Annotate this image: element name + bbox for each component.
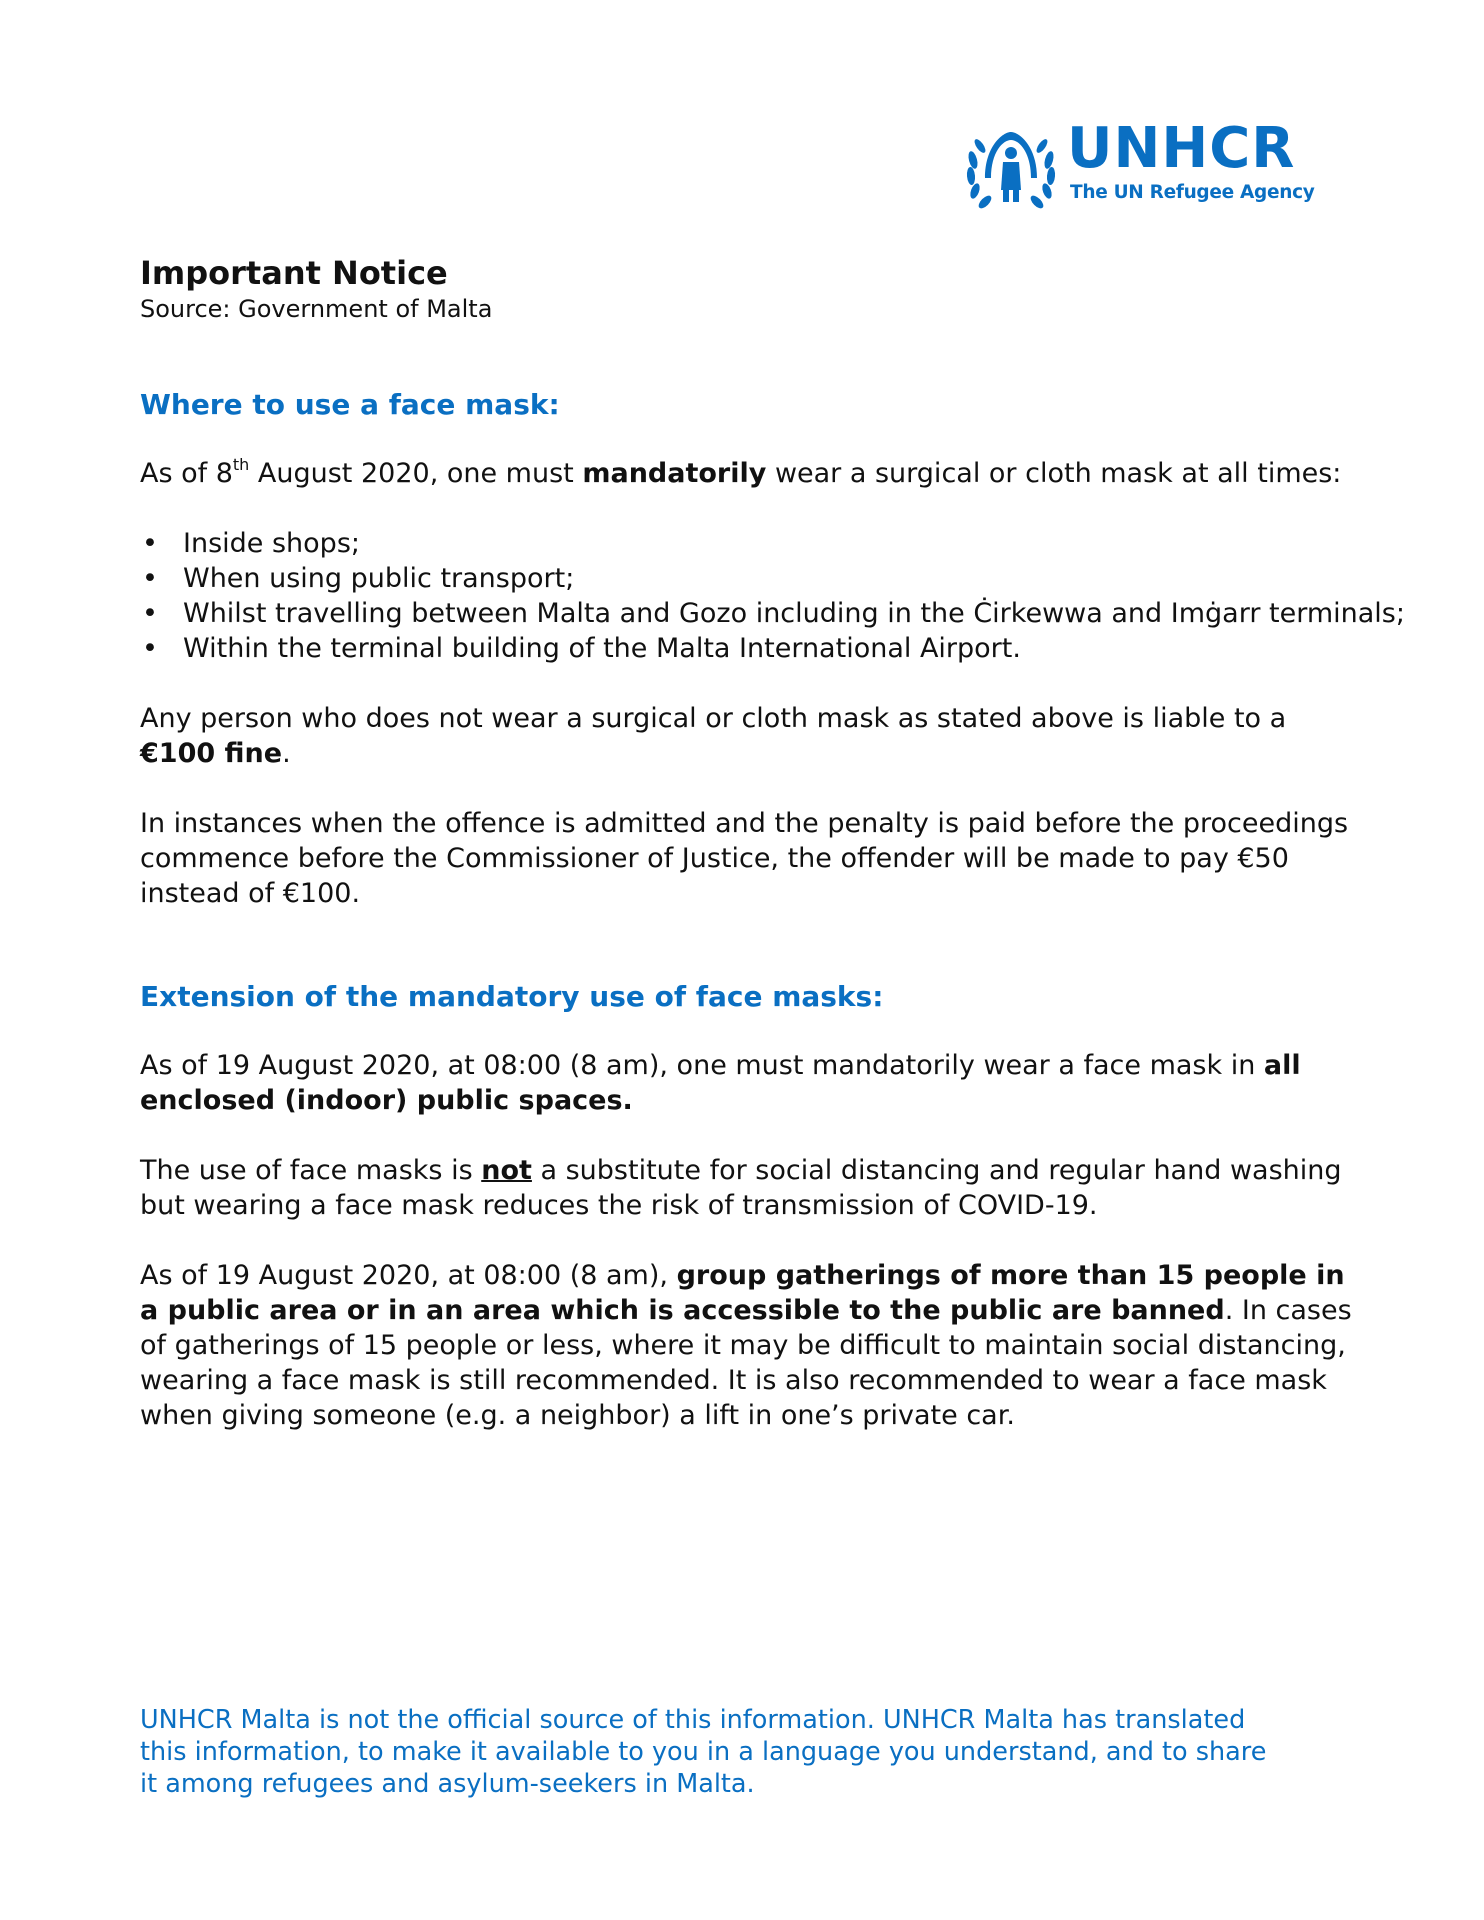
bullet-icon: • — [142, 563, 158, 594]
section-heading-extension: Extension of the mandatory use of face masks: — [140, 980, 884, 1013]
fine-paragraph: Any person who does not wear a surgical or cloth mask as stated above is liable to a €100 fine. — [140, 703, 1287, 769]
unhcr-tagline: The UN Refugee Agency — [1070, 182, 1315, 203]
unhcr-emblem-icon — [963, 126, 1059, 212]
bullet-icon: • — [142, 528, 158, 559]
penalty-paragraph: In instances when the offence is admitted and the penalty is paid before the proceedings commence before the Commissioner of Justice, the offender will be made to pay €50 instead of €100. — [140, 808, 1349, 909]
gatherings-paragraph: As of 19 August 2020, at 08:00 (8 am), group gatherings of more than 15 people in a public area or in an area which is accessible to the public are banned. In cases of gatherings of 15 people or less, where it may be difficult to maintain social distancing, wearing a face mask is still recommended. It is also recommended to wear a face mask when giving someone (e.g. a neighbor) a lift in one’s private car. — [140, 1260, 1352, 1431]
unhcr-logo — [963, 116, 1315, 214]
disclaimer-footer: UNHCR Malta is not the official source of this information. UNHCR Malta has translated this information, to make it available to you in a language you understand, and to share it among refugees and asylum-seekers in Malta. — [140, 1705, 1267, 1799]
document-body — [140, 253, 1405, 1433]
list-item: • Within the terminal building of the Malta International Airport. — [142, 633, 1021, 664]
list-item: • Inside shops; — [142, 528, 360, 559]
section-heading-where-to-use: Where to use a face mask: — [140, 388, 560, 421]
list-item: • When using public transport; — [142, 563, 575, 594]
page-title: Important Notice — [140, 254, 448, 292]
unhcr-wordmark: UNHCR — [1067, 116, 1296, 181]
list-item: • Whilst travelling between Malta and Gozo including in the Ċirkewwa and Imġarr terminals; — [142, 598, 1405, 629]
mandatory-intro-paragraph: As of 8th August 2020, one must mandatorily wear a surgical or cloth mask at all times: — [140, 455, 1342, 489]
bullet-icon: • — [142, 598, 158, 629]
bullet-icon: • — [142, 633, 158, 664]
mask-locations-list — [140, 526, 1405, 666]
indoor-mask-paragraph: As of 19 August 2020, at 08:00 (8 am), one must mandatorily wear a face mask in all enclosed (indoor) public spaces. — [140, 1050, 1301, 1116]
source-line: Source: Government of Malta — [140, 295, 493, 323]
social-distancing-paragraph: The use of face masks is not a substitute for social distancing and regular hand washing but wearing a face mask reduces the risk of transmission of COVID-19. — [140, 1155, 1342, 1221]
